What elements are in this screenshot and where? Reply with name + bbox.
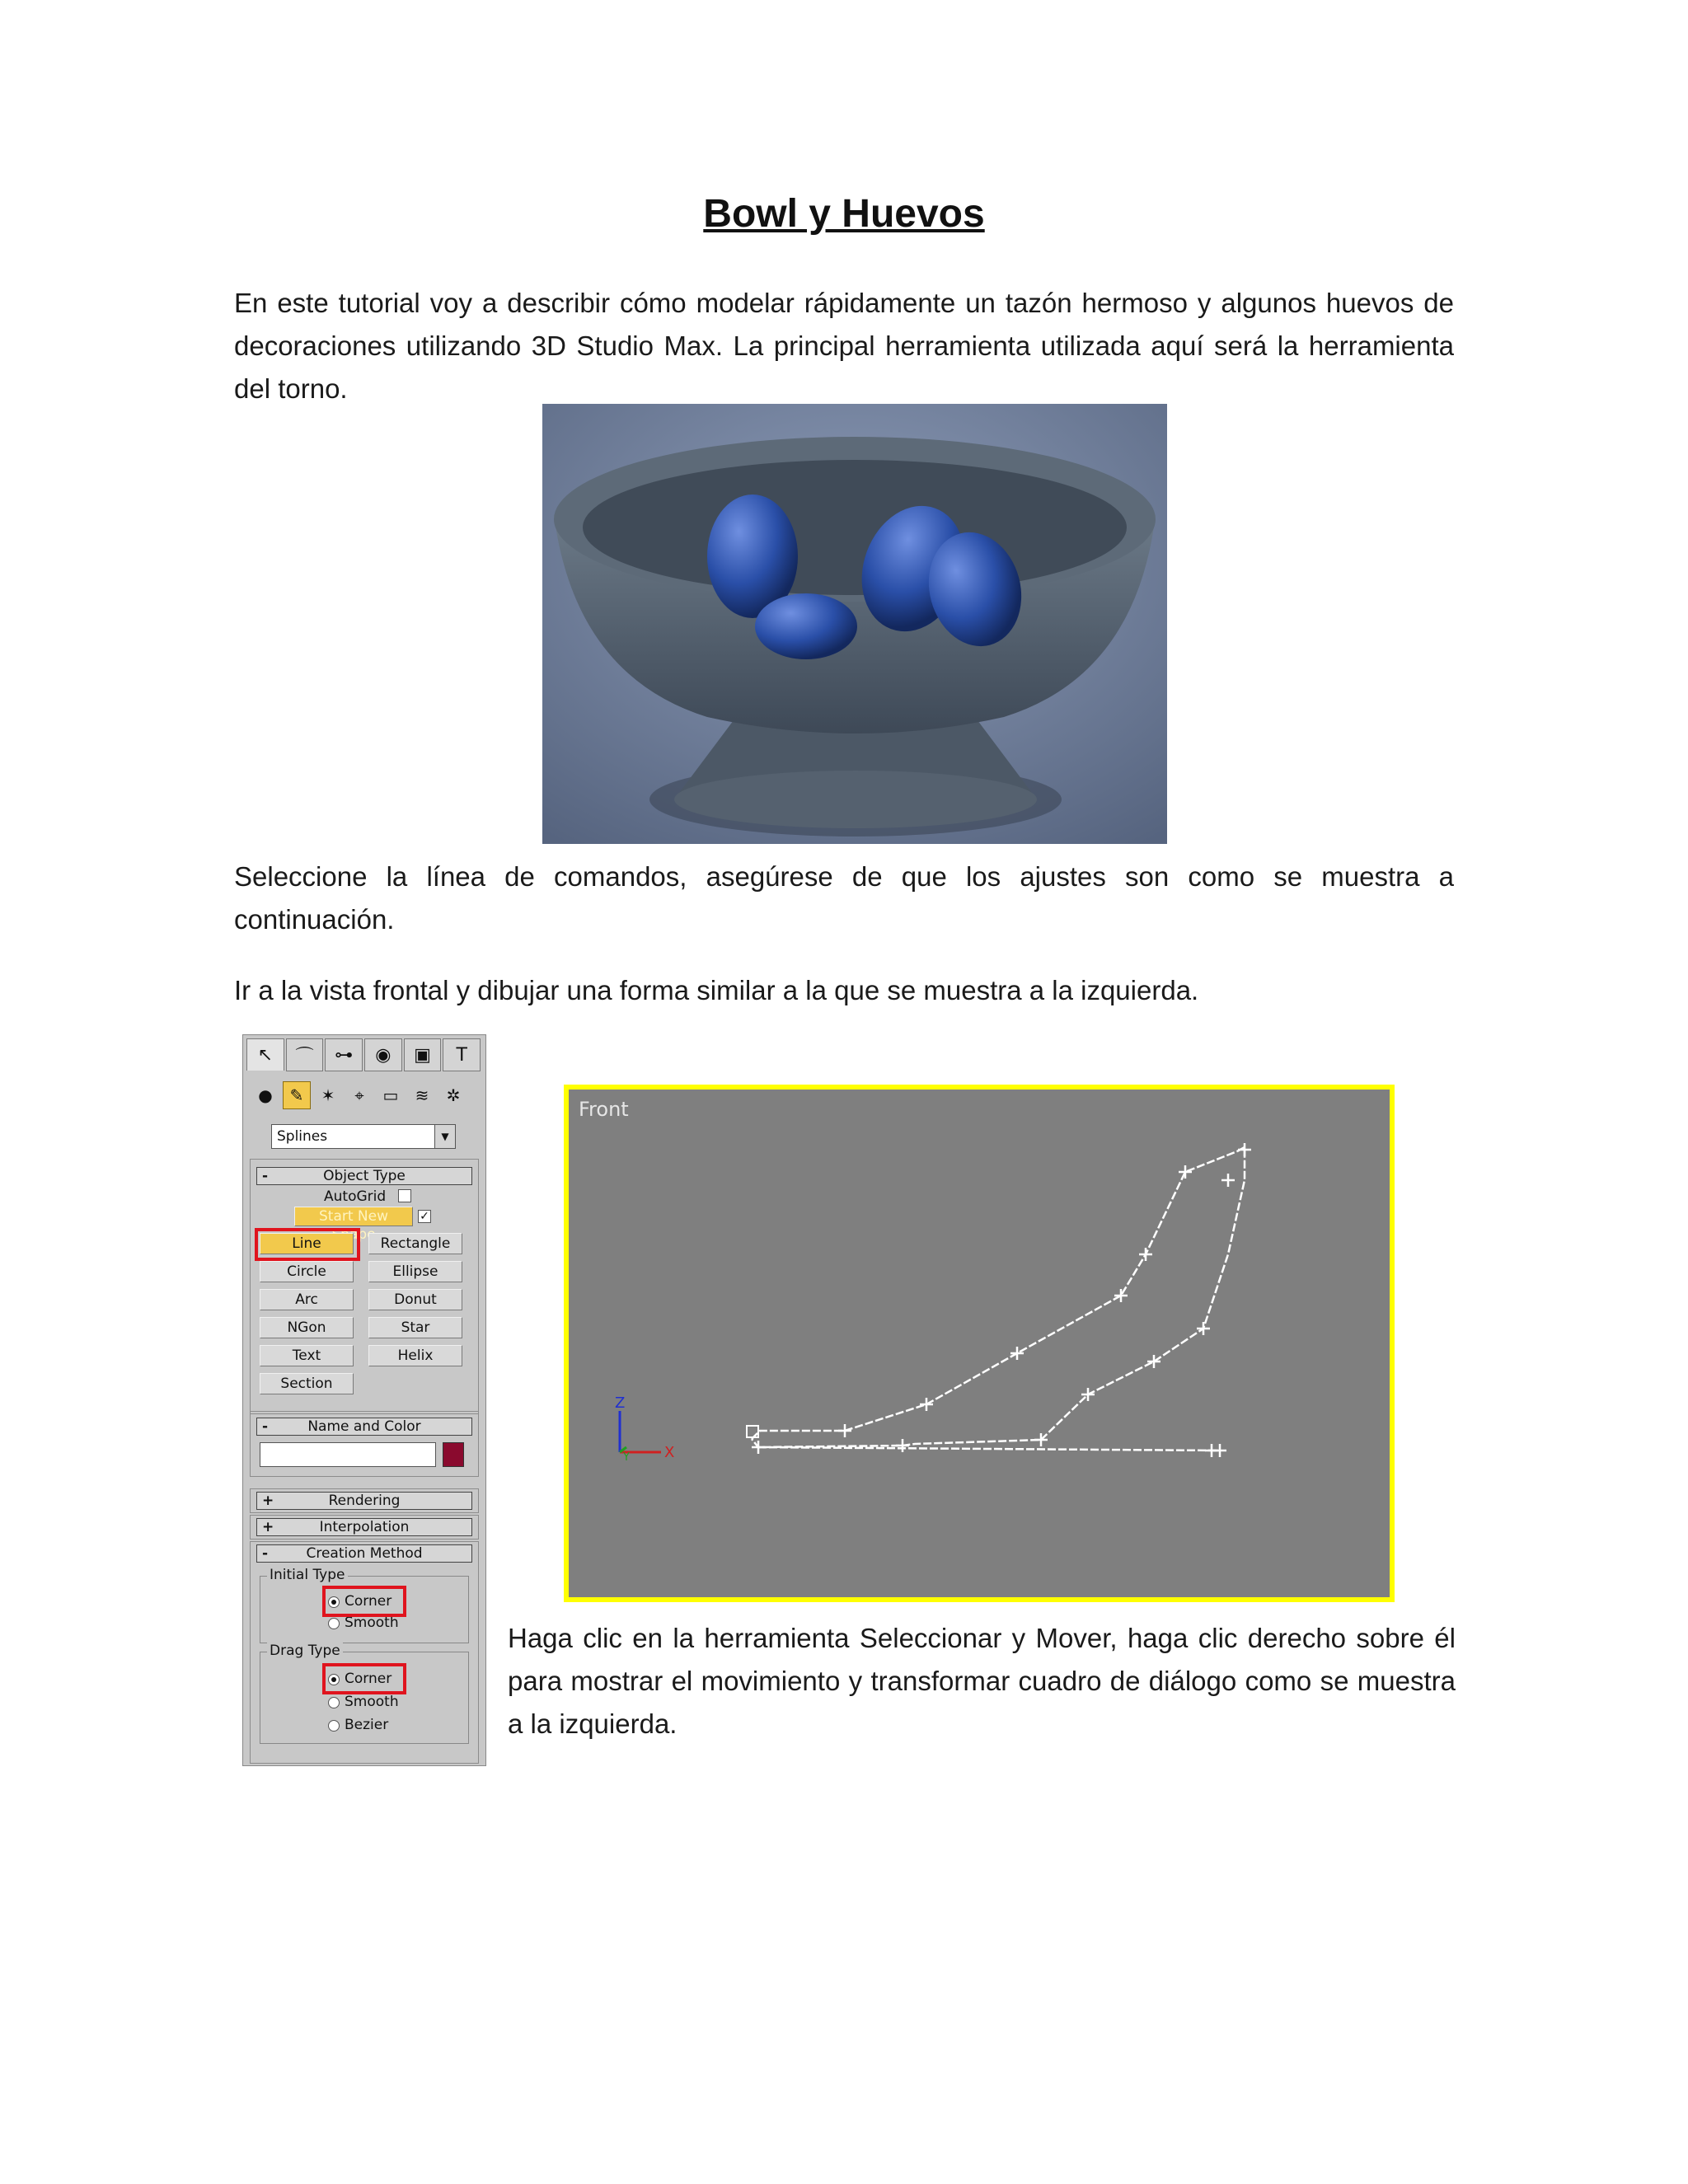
object-name-input[interactable] [260,1442,436,1467]
instruction-paragraph-3: Haga clic en la herramienta Seleccionar y Mover, haga clic derecho sobre él para mostrar el movimiento y transformar cuadro de diálogo como se muestra a la izquierda. [508,1623,1456,1739]
section-button[interactable]: Section [260,1373,354,1394]
ngon-button[interactable]: NGon [260,1317,354,1338]
axis-x-label: X [664,1444,675,1461]
category-dropdown[interactable] [271,1124,456,1149]
autogrid-checkbox[interactable] [398,1189,411,1202]
spline-vertices [752,1143,1251,1457]
creation-method-header[interactable] [256,1544,472,1563]
start-new-shape-button[interactable]: Start New [294,1207,413,1226]
initial-type-title: Initial Type [267,1567,348,1583]
first-vertex-marker [747,1426,758,1437]
instruction-paragraph-2: Ir a la vista frontal y dibujar una forma similar a la que se muestra a la izquierda. [234,975,1199,1005]
initial-smooth-radio[interactable] [328,1618,340,1629]
shapes-button[interactable] [283,1081,311,1109]
initial-smooth-label: Smooth [345,1615,399,1631]
object-color-swatch[interactable] [443,1442,464,1467]
axis-gizmo [615,1394,674,1464]
creation-method-header-label: Creation Method [306,1545,423,1562]
display-icon: ▣ [414,1044,431,1066]
utilities-tab[interactable] [443,1038,481,1071]
modify-icon: ⌒ [295,1046,314,1067]
systems-icon: ✲ [446,1085,461,1105]
rendering-header[interactable] [256,1492,472,1510]
drag-bezier-radio[interactable] [328,1720,340,1732]
drag-bezier-label: Bezier [345,1717,389,1733]
line-button[interactable]: Line [260,1233,354,1254]
hierarchy-tab[interactable] [325,1038,363,1071]
display-tab[interactable] [404,1038,442,1071]
initial-corner-highlight [322,1586,406,1617]
initial-corner-label: Corner [345,1593,392,1610]
rendering-header-label: Rendering [328,1493,401,1509]
lights-icon: ✶ [321,1085,335,1105]
helpers-button[interactable] [377,1081,405,1109]
spacewarps-button[interactable] [408,1081,436,1109]
shapes-icon: ✎ [289,1085,304,1105]
ellipse-button[interactable]: Ellipse [368,1261,462,1282]
expand-icon: + [262,1519,274,1535]
create-category-row [251,1081,479,1111]
bowl-render-image [542,404,1167,844]
motion-icon: ◉ [375,1044,392,1066]
start-new-shape-checkbox[interactable]: ✓ [418,1210,431,1223]
lights-button[interactable] [314,1081,342,1109]
modify-tab[interactable] [286,1038,324,1071]
interpolation-header[interactable] [256,1518,472,1536]
name-color-header[interactable] [256,1418,472,1436]
collapse-icon: - [262,1168,269,1184]
object-type-header[interactable] [256,1167,472,1185]
donut-button[interactable]: Donut [368,1289,462,1310]
rectangle-button[interactable]: Rectangle [368,1233,462,1254]
category-dropdown-value: Splines [277,1128,328,1145]
command-panel [242,1034,486,1766]
document-title: Bowl y Huevos [703,192,985,236]
interpolation-header-label: Interpolation [319,1519,410,1535]
drag-corner-highlight [322,1663,406,1694]
spacewarps-icon: ≋ [415,1085,429,1105]
cameras-button[interactable] [345,1081,373,1109]
viewport-label: Front [579,1098,629,1121]
autogrid-label: AutoGrid [324,1188,387,1205]
line-highlight [255,1228,360,1261]
name-color-header-label: Name and Color [307,1418,421,1435]
motion-tab[interactable] [364,1038,402,1071]
helix-button[interactable]: Helix [368,1345,462,1366]
intro-paragraph: En este tutorial voy a describir cómo modelar rápidamente un tazón hermoso y algunos huevos de decoraciones utilizando 3D Studio Max. La principal herramienta utilizada aquí será la herramienta del torno. [234,288,1454,404]
create-icon: ↖ [257,1044,274,1066]
geometry-icon: ● [258,1085,273,1105]
axis-z-label: Z [615,1394,626,1412]
front-viewport[interactable] [564,1085,1395,1602]
text-button[interactable]: Text [260,1345,354,1366]
drag-smooth-radio[interactable] [328,1697,340,1708]
systems-button[interactable] [439,1081,467,1109]
chevron-down-icon: ▼ [434,1125,455,1148]
geometry-button[interactable] [251,1081,279,1109]
utilities-icon: T [456,1044,467,1066]
create-tab[interactable] [246,1038,284,1071]
drag-smooth-label: Smooth [345,1694,399,1710]
cameras-icon: ⌖ [354,1085,364,1105]
expand-icon: + [262,1493,274,1509]
drag-corner-label: Corner [345,1671,392,1687]
object-type-header-label: Object Type [323,1168,406,1184]
collapse-icon: - [262,1418,269,1435]
helpers-icon: ▭ [382,1085,399,1105]
collapse-icon: - [262,1545,269,1562]
instruction-paragraph-1: Seleccione la línea de comandos, asegúrese de que los ajustes son como se muestra a continuación. [234,861,1454,935]
hierarchy-icon: ⊶ [335,1044,354,1066]
command-panel-tabs [246,1038,482,1071]
axis-y-label: Y [623,1451,630,1464]
circle-button[interactable]: Circle [260,1261,354,1282]
star-button[interactable]: Star [368,1317,462,1338]
arc-button[interactable]: Arc [260,1289,354,1310]
drag-type-title: Drag Type [267,1643,343,1659]
spline-shape [569,1090,1390,1597]
